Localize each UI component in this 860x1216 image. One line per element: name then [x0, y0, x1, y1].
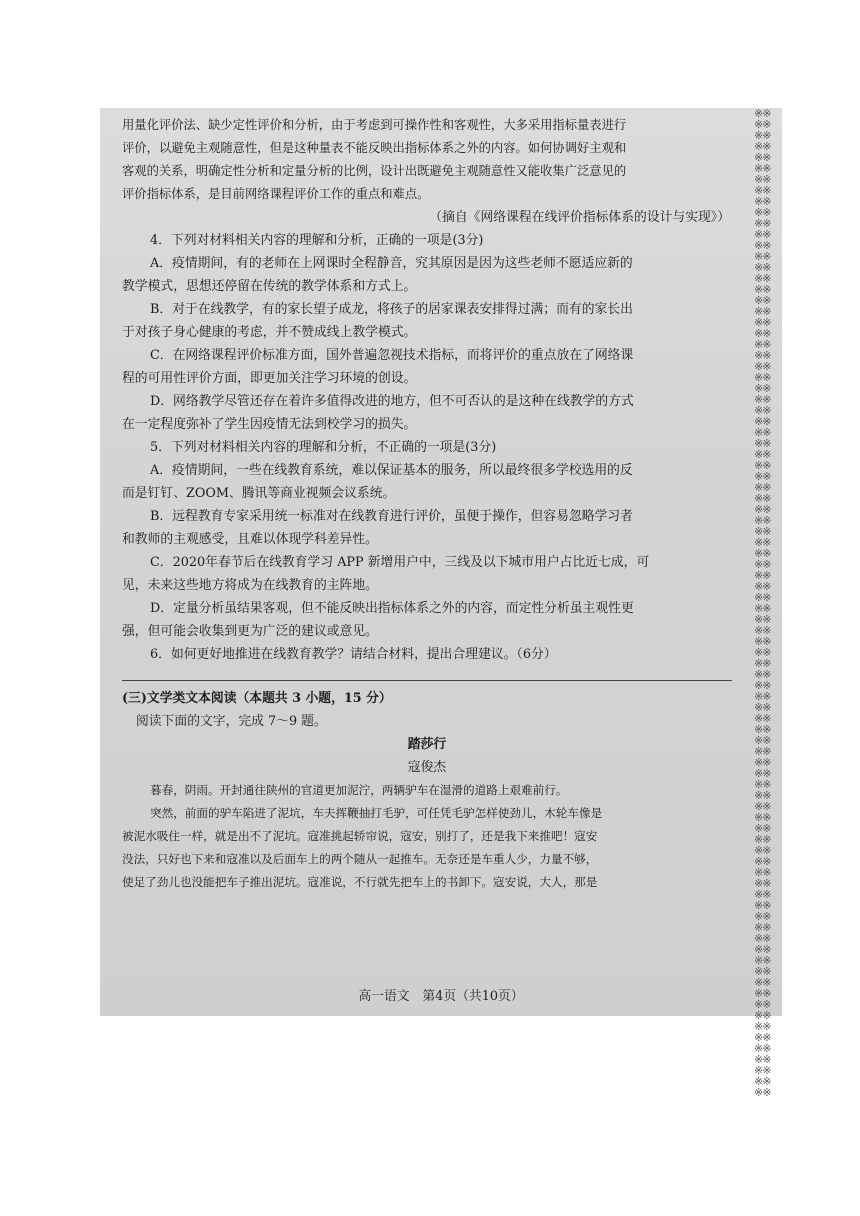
q4-option-b: B．对于在线教学，有的家长望子成龙，将孩子的居家课表安排得过满；而有的家长出 — [150, 302, 633, 317]
q5-option-d-cont: 强，但可能会收集到更为广泛的建议或意见。 — [122, 624, 378, 639]
passage-line: 评价，以避免主观随意性，但是这种量表不能反映出指标体系之外的内容。如何协调好主观和 — [122, 141, 627, 155]
decorative-border: ※※※※※※※※※※※※※※※※※※※※※※※※※※※※※※※※※※※※※※※※※※※※※※※※※※※※※※※※※※※※※※※※※※※※※※※※※※※※※※※※※※※※※※※※※※※※※※※※※※※※※※※※※※※※※※※※※※※※※※※※※※※※※※※※※※※※※※※※※※※※※※※※※※※※※※※※※※※※※※※※※※※※※※※※※※※※※※※※※※※※ — [754, 107, 771, 1099]
q5-option-a-cont: 而是钉钉、ZOOM、腾讯等商业视频会议系统。 — [122, 486, 396, 501]
exam-page-photo — [100, 107, 782, 1099]
q5-option-b-cont: 和教师的主观感受，且难以体现学科差异性。 — [122, 532, 378, 547]
section-divider — [122, 680, 732, 681]
source-citation: （摘自《网络课程在线评价指标体系的设计与实现》） — [429, 210, 730, 225]
section-3-instruction: 阅读下面的文字，完成 7～9 题。 — [136, 714, 327, 729]
question-6: 6．如何更好地推进在线教育教学？请结合材料，提出合理建议。（6分） — [150, 647, 557, 662]
q5-option-b: B．远程教育专家采用统一标准对在线教育进行评价，虽便于操作，但容易忽略学习者 — [150, 509, 633, 524]
section-3-heading: (三)文学类文本阅读（本题共 3 小题，15 分） — [122, 691, 392, 706]
page-footer: 高一语文 第4页（共10页） — [358, 989, 524, 1004]
question-5-stem: 5．下列对材料相关内容的理解和分析，不正确的一项是(3分) — [150, 440, 497, 455]
q5-option-c-cont: 见，未来这些地方将成为在线教育的主阵地。 — [122, 578, 378, 593]
passage-line: 客观的关系，明确定性分析和定量分析的比例，设计出既避免主观随意性又能收集广泛意见的 — [122, 164, 627, 178]
passage-line: 评价指标体系，是目前网络课程评价工作的重点和难点。 — [122, 187, 430, 201]
q5-option-d: D．定量分析虽结果客观，但不能反映出指标体系之外的内容，而定性分析虽主观性更 — [150, 601, 634, 616]
story-line: 突然，前面的驴车陷进了泥坑，车夫挥鞭抽打毛驴，可任凭毛驴怎样使劲儿，木轮车像是 — [150, 806, 603, 820]
story-line: 被泥水吸住一样，就是出不了泥坑。寇准挑起轿帘说，寇安，别打了，还是我下来推吧！寇安 — [122, 829, 598, 843]
story-line: 暮春，阴雨。开封通往陕州的官道更加泥泞，两辆驴车在湿滑的道路上艰难前行。 — [150, 783, 568, 797]
story-author: 寇俊杰 — [407, 760, 447, 775]
q4-option-d: D．网络教学尽管还存在着许多值得改进的地方，但不可否认的是这种在线教学的方式 — [150, 394, 634, 409]
story-line: 使足了劲儿也没能把车子推出泥坑。寇准说，不行就先把车上的书卸下。寇安说，大人，那是 — [122, 875, 598, 889]
question-4-stem: 4．下列对材料相关内容的理解和分析，正确的一项是(3分) — [150, 233, 484, 248]
story-line: 没法，只好也下来和寇准以及后面车上的两个随从一起推车。无奈还是车重人少，力量不够， — [122, 852, 598, 866]
passage-line: 用量化评价法、缺少定性评价和分析，由于考虑到可操作性和客观性，大多采用指标量表进行 — [122, 118, 627, 132]
q4-option-a: A．疫情期间，有的老师在上网课时全程静音，究其原因是因为这些老师不愿适应新的 — [150, 256, 633, 271]
q4-option-c: C．在网络课程评价标准方面，国外普遍忽视技术指标，而将评价的重点放在了网络课 — [150, 348, 634, 363]
q4-option-a-cont: 教学模式，思想还停留在传统的教学体系和方式上。 — [122, 279, 417, 294]
q5-option-c: C．2020年春节后在线教育学习 APP 新增用户中，三线及以下城市用户占比近七成，可 — [150, 555, 650, 570]
q5-option-a: A．疫情期间，一些在线教育系统，难以保证基本的服务，所以最终很多学校选用的反 — [150, 463, 633, 478]
page-content — [122, 114, 732, 894]
story-title: 踏莎行 — [407, 737, 447, 752]
q4-option-b-cont: 于对孩子身心健康的考虑，并不赞成线上教学模式。 — [122, 325, 417, 340]
q4-option-c-cont: 程的可用性评价方面，即更加关注学习环境的创设。 — [122, 371, 417, 386]
q4-option-d-cont: 在一定程度弥补了学生因疫情无法到校学习的损失。 — [122, 417, 417, 432]
